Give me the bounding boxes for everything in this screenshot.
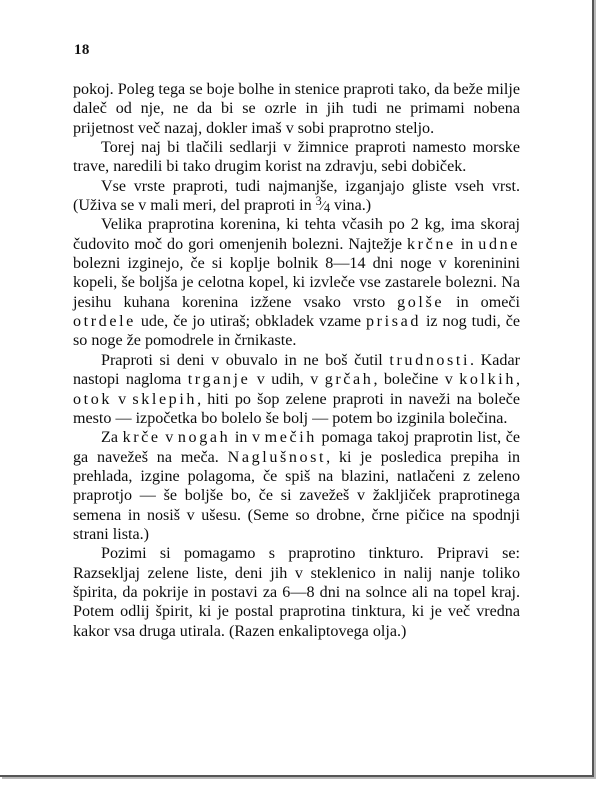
emphasis-letterspaced: otok (73, 390, 113, 408)
emphasis-letterspaced: sklepih (132, 390, 198, 408)
paragraph: Velika praprotina korenina, ki tehta včasih po 2 kg, ima skoraj čudovito moč do gori omenjenih bolezni. Najtežje krčne in udne bolezni izginejo, če si koplje bolnik 8—14 dni noge v koreninini kopeli, še boljša je celotna kopel, ki izvleče vse zastarele bolezni. Na jesihu kuhana korenina izžene vsako vrsto golše in omeči otrdele ude, če jo utiraš; obkladek vzame prisad iz nog tudi, če so noge že pomodrele in črnikaste. (73, 216, 520, 350)
page-number: 18 (74, 42, 90, 58)
paragraph: Praproti si deni v obuvalo in ne boš čutil trudnosti. Kadar nastopi nagloma trganje v udih, v grčah, bolečine v kolkih, otok v sklepih, hiti po šop zelene praproti in naveži na boleče mesto — izpočetka bo bolelo še bolj — potem bo izginila bolečina. (73, 351, 521, 427)
emphasis-letterspaced: nogah (177, 429, 231, 447)
emphasis-letterspaced: krčne (407, 235, 456, 253)
paragraph: Vse vrste praproti, tudi najmanjše, izganjajo gliste vseh vrst. (Uživa se v mali meri, del praproti in $^3⁄_4$ vina.) (73, 177, 520, 216)
emphasis-letterspaced: otrdele (73, 313, 136, 331)
paragraph: Za krče v nogah in v mečih pomaga takoj praprotin list, če ga navežeš na meča. Naglušnost, ki je posledica prepiha in prehlada, izgine polagoma, če spiš na blazini, natlačeni z zeleno praprotjo — še boljše bo, če si zavežeš v žakljiček praprotinega semena in nosiš v ušesu. (Seme so drobne, črne pičice na spodnji strani lista.) (73, 429, 521, 543)
page-border-bottom-shadow (2, 777, 596, 779)
paragraph: Torej naj bi tlačili sedlarji v žimnice praproti namesto morske trave, naredili bi tako drugim korist na zdravju, sebi dobiček. (73, 139, 520, 176)
emphasis-letterspaced: mečih (264, 429, 317, 447)
paragraph: Pozimi si pomagamo s praprotino tinkturo. Pripravi se: Razsekljaj zelene liste, deni jih v steklenico in nalij nanje toliko špirita, da pokrije in postavi za 6—8 dni na solnce ali na topel kraj. Potem odlij špirit, ki je postal praprotina tinktura, ki je več vredna kakor vsa druga utirala. (Razen enkaliptovega olja.) (73, 545, 520, 640)
emphasis-letterspaced: kolkih (459, 371, 516, 389)
emphasis-letterspaced: krče (122, 429, 161, 447)
emphasis-letterspaced: prisad (366, 313, 421, 331)
emphasis-letterspaced: golše (397, 293, 445, 311)
page-border-right-shadow (594, 0, 596, 779)
fraction: $^3⁄_4$ (315, 193, 330, 216)
paragraph: pokoj. Poleg tega se boje bolhe in stenice praproti tako, da beže milje daleč od nje, ne da bi se ozrle in jih tudi ne primami nobena prijetnost več nazaj, dokler imaš v sobi praprotno steljo. (73, 81, 520, 137)
emphasis-letterspaced: udne (478, 235, 520, 253)
emphasis-letterspaced: grčah (324, 371, 374, 389)
emphasis-letterspaced: Naglušnost (227, 448, 327, 466)
emphasis-letterspaced: trganje (187, 371, 251, 389)
emphasis-letterspaced: trudnosti (389, 351, 471, 369)
body-text-block (73, 80, 520, 641)
